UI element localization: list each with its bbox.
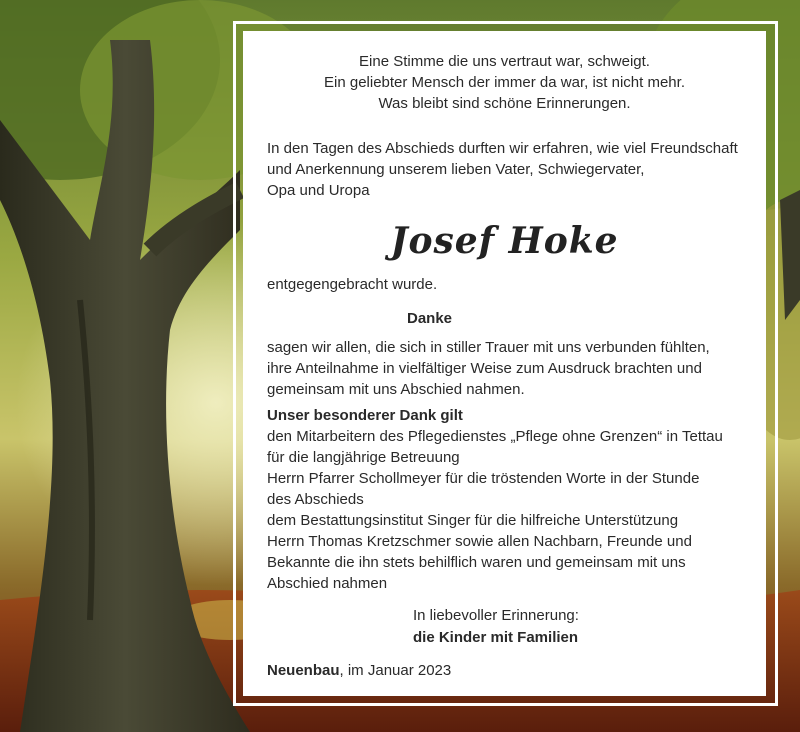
after-name-line: entgegengebracht wurde. [267, 276, 438, 293]
place-name: Neuenbau [267, 662, 340, 679]
thanks-line-3: gemeinsam mit uns Abschied nahmen. [267, 381, 525, 398]
special-line-1: den Mitarbeitern des Pflegedienstes „Pflege ohne Grenzen“ in Tettau [267, 428, 723, 445]
special-line-3: Herrn Pfarrer Schollmeyer für die tröstenden Worte in der Stunde [267, 470, 700, 487]
opening-line-2: Ein geliebter Mensch der immer da war, ist nicht mehr. [324, 74, 685, 91]
memory-line: In liebevoller Erinnerung: [413, 607, 579, 624]
place-date-line [267, 660, 451, 681]
date-text: , im Januar 2023 [339, 662, 452, 679]
opening-line-1: Eine Stimme die uns vertraut war, schweigt. [359, 53, 650, 70]
thanks-line-1: sagen wir allen, die sich in stiller Trauer mit uns verbunden fühlten, [267, 339, 710, 356]
special-line-4: des Abschieds [267, 491, 364, 508]
intro-line-2: und Anerkennung unserem lieben Vater, Schwiegervater, [267, 161, 645, 178]
special-line-6: Herrn Thomas Kretzschmer sowie allen Nachbarn, Freunde und [267, 533, 692, 550]
opening-line-3: Was bleibt sind schöne Erinnerungen. [378, 95, 631, 112]
special-line-5: dem Bestattungsinstitut Singer für die hilfreiche Unterstützung [267, 512, 679, 529]
special-line-2: für die langjährige Betreuung [267, 449, 460, 466]
deceased-name: Josef Hoke [390, 220, 619, 262]
thanks-line-2: ihre Anteilnahme in vielfältiger Weise zum Ausdruck brachten und [267, 360, 702, 377]
special-line-7: Bekannte die ihn stets behilflich waren und gemeinsam mit uns [267, 554, 686, 571]
family-signature: die Kinder mit Familien [413, 629, 579, 646]
thanks-heading: Danke [407, 310, 453, 327]
special-thanks-heading: Unser besonderer Dank gilt [267, 407, 463, 424]
intro-line-1: In den Tagen des Abschieds durften wir erfahren, wie viel Freundschaft [267, 140, 738, 157]
special-line-8: Abschied nahmen [267, 575, 388, 592]
intro-line-3: Opa und Uropa [267, 182, 370, 199]
